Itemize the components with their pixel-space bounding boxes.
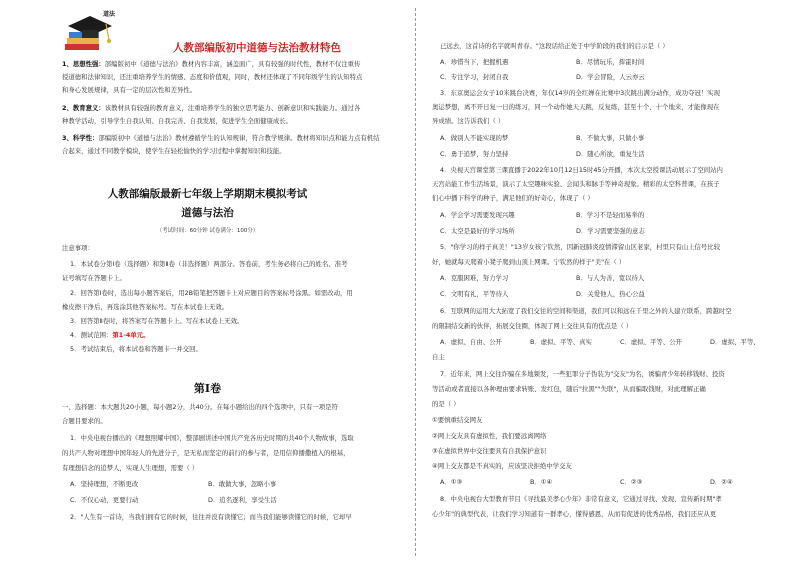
option[interactable]: C．虚拟、平等、公开 xyxy=(620,338,682,346)
section-instruction: 一、选择题：本大题共20小题，每小题2分，共40分。在每小题给出的四个选项中，只有一项是符 xyxy=(62,403,338,411)
notes-line: 2．回答第Ⅰ卷时，选出每小题答案后，用2B铅笔把答题卡上对应题目的答案标号涂黑。如需改动，用 xyxy=(70,289,353,297)
option[interactable]: C．不仅心动，更要行动 xyxy=(70,496,139,504)
feature-line: 授道德和法律知识，还注重培养学生的情感、态度和价值观，同时，教材还体现了不同年级学生的认知特点 xyxy=(62,73,363,81)
question-line: 有理想信念的追梦人，实现人生理想，需要（ ） xyxy=(62,464,199,472)
test-scope: 第1-4单元。 xyxy=(112,331,150,339)
feature-line: 和身心发展规律，具有一定的层次性和差异性。 xyxy=(62,86,197,94)
question-line: 的是（ ） xyxy=(432,400,460,408)
option[interactable]: B．虚拟、平等、真实 xyxy=(530,338,592,346)
option[interactable]: B．不做大事，只做小事 xyxy=(576,134,645,142)
option[interactable]: A．学会学习需要发现兴趣 xyxy=(440,211,515,219)
option[interactable]: C．专注学习，封闭自我 xyxy=(440,73,509,81)
option[interactable]: A．做别人不能实现的梦 xyxy=(440,134,509,142)
option[interactable]: D．学习需要坚强的意志 xyxy=(576,227,645,235)
feature-line: 合起来，通过不同教学模块，使学生在轻松愉快的学习过程中掌握知识和技能。 xyxy=(62,147,286,155)
exam-title: 人教部编版最新七年级上学期期末模拟考试 xyxy=(107,188,308,200)
statement-item: ③在虚拟世界中交往要具有自我保护意识 xyxy=(432,447,547,455)
question-line: 异成绩。这告诉我们（ ） xyxy=(432,117,505,125)
notes-line: 5．考试结束后，将本试卷和答题卡一并交回。 xyxy=(70,345,202,353)
question-line: 自主 xyxy=(432,353,445,361)
graduation-cap-icon xyxy=(60,6,130,56)
part-title: 第Ⅰ卷 xyxy=(193,382,222,395)
feature-line: 2、教育意义：该教材具有较强的教育意义，注重培养学生的独立思考能力、创新意识和实践能力。通过各 xyxy=(62,104,361,112)
option[interactable]: D．追名逐利，享受生活 xyxy=(208,496,277,504)
question-line: 7．近年来，网上交往诈骗在多地频发，一些犯罪分子伪装为"交友"为名，诱骗青少年转移钱财、投资 xyxy=(440,370,725,378)
statement-item: ②网上交友具有虚拟性，我们要远离网络 xyxy=(432,432,547,440)
statement-item: ④网上交友都是不真实的，应该坚决拒绝中学交友 xyxy=(432,462,572,470)
question-line: 1．中央电视台播出的《理想照耀中国》，整部剧讲述中国共产党各历史时期的共40个人物故事，选取 xyxy=(70,434,354,442)
notes-line: 橡皮擦干净后，再选涂其他答案标号。写在本试卷上无效。 xyxy=(62,303,229,311)
option[interactable]: A．珍惜当下，把握机遇 xyxy=(440,58,509,66)
feature-line: 1、思想性强：部编版初中《道德与法治》教材内容丰富，涵盖面广，具有较强的时代性，教材不仅注重传 xyxy=(62,60,361,68)
notes-line: 4．测试范围：第1-4单元。 xyxy=(70,331,150,339)
exam-subject: 道德与法治 xyxy=(181,207,234,219)
option[interactable]: C．②③ xyxy=(620,478,643,486)
exam-time: （考试时间：60分钟 试卷满分：100分） xyxy=(156,228,259,234)
question-line: 4．央视天宫课堂第三课直播于2022年10月12日15时45分开播，本次太空授课活动展示了空间站内 xyxy=(440,166,723,174)
question-line: 3．东京奥运会女子10米跳台决赛，年仅14岁的全红婵在比赛中3次跳出满分动作，成功夺冠！实现 xyxy=(440,89,721,97)
question-line: 5．"你学习的样子真美！"13岁女孩宁钦然，因新冠肺炎疫情滞留山区老家，村里只有山上信号比较 xyxy=(440,243,721,251)
section-instruction: 合题目要求的。 xyxy=(62,417,107,425)
option[interactable]: A．坚持理想，不断更改 xyxy=(70,480,139,488)
question-line: 的共产人物对理想中国年轻人的先进分子，是无私而坚定的前行的参与者，是用信仰播撒植入的根基， xyxy=(62,449,350,457)
option[interactable]: B．①④ xyxy=(530,478,553,486)
option[interactable]: D．学会冒险，人云亦云 xyxy=(576,73,645,81)
option[interactable]: C．勇于追梦，努力坚持 xyxy=(440,150,509,158)
question-line: 6．互联网的运用大大拓宽了我们交往的空间和渠道，我们可以和远在千里之外的人建立联系，跨越时空 xyxy=(440,307,732,315)
option[interactable]: B．敢做大事，忽略小事 xyxy=(208,480,277,488)
logo-tag: 道法 xyxy=(103,11,116,18)
question-line: 2．"人生有一首诗，当我们拥有它的时候，往往并没有读懂它；而当我们能够读懂它的时候，它却早 xyxy=(70,513,352,521)
logo xyxy=(60,6,130,56)
feature-line: 3、科学性：部编版初中《道德与法治》教材遵循学生的认知规律，符合教学规律。教材将知识点和能力点有机结 xyxy=(62,134,380,142)
question-line: 等活动或者直接以各种理由要求转账、发红包，随后"拉黑""失联"，从而骗取钱财，对此理解正确 xyxy=(432,385,706,393)
option[interactable]: C．太空是最好的学习场所 xyxy=(440,227,515,235)
column-divider xyxy=(415,8,416,556)
option[interactable]: A．①③ xyxy=(440,478,463,486)
feature-line: 种教学活动，引导学生自我认知、自我完善、自我发展，促进学生全面健康成长。 xyxy=(62,117,293,125)
option[interactable]: D．虚拟、平等、 xyxy=(710,338,760,346)
question-line: 奥运梦想，离不开日复一日的练习，同一个动作她天天跳，反复练，甚至十个、十个地来，才能像现在 xyxy=(432,103,720,111)
question-line: 天宫站能工作生活场景，演示了太空趣味实验、会闻头和脉手等神奇现象。精彩的太空科普课，在孩子 xyxy=(432,180,720,188)
question-line: 心少年"的典型代表，让我们学习知道有一群孝心，懂得感恩，从而有促进的优秀品格，我们还应从更 xyxy=(432,510,717,518)
option[interactable]: A．虚拟、自由、公开 xyxy=(440,338,502,346)
option[interactable]: D．关爱他人，热心公益 xyxy=(576,290,645,298)
question-line: 好，她就每天爬着小凳子爬到山顶上网课。宁钦然的样子"美"在（ ） xyxy=(432,258,626,266)
question-line: 们心中播下科学的种子，满足他们的好奇心，体现了（ ） xyxy=(432,194,594,202)
option[interactable]: B．学习不是轻而易举的 xyxy=(576,211,645,219)
option[interactable]: B．尽情玩乐，挥霍时间 xyxy=(576,58,645,66)
question-line: 的限制结交新的伙伴，拓展交往圈，体现了网上交往具有的优点是（ ） xyxy=(432,322,633,330)
option[interactable]: D．②④ xyxy=(710,478,733,486)
notes-line: 1．本试卷分第Ⅰ卷（选择题）和第Ⅱ卷（非选择题）两部分。答卷前，考生务必将自己的姓名、准考 xyxy=(70,260,348,268)
notes-heading: 注意事项： xyxy=(62,244,94,252)
statement-item: ①要慎重结交网友 xyxy=(432,416,483,424)
question-line: 8．中央电视台大型教育节目《寻找最美孝心少年》非常有意义，它通过寻找、发现、宣传新时期"孝 xyxy=(440,495,722,503)
option[interactable]: B．与人为善，宽以待人 xyxy=(576,274,645,282)
right-column xyxy=(418,0,794,562)
question-line: 已远去，这首诗的名字就叫青春。"这段话给正处于中学阶段的我们的启示是（ ） xyxy=(440,42,669,50)
option[interactable]: C．文明有礼，平等待人 xyxy=(440,290,509,298)
option[interactable]: A．克服困难，努力学习 xyxy=(440,274,509,282)
notes-line: 3．回答第Ⅱ卷时，将答案写在答题卡上。写在本试卷上无效。 xyxy=(70,317,244,325)
option[interactable]: D．随心所欲，重复生活 xyxy=(576,150,645,158)
notes-line: 证号填写在答题卡上。 xyxy=(62,274,126,282)
brand-title: 人教部编版初中道德与法治教材特色 xyxy=(173,42,341,54)
